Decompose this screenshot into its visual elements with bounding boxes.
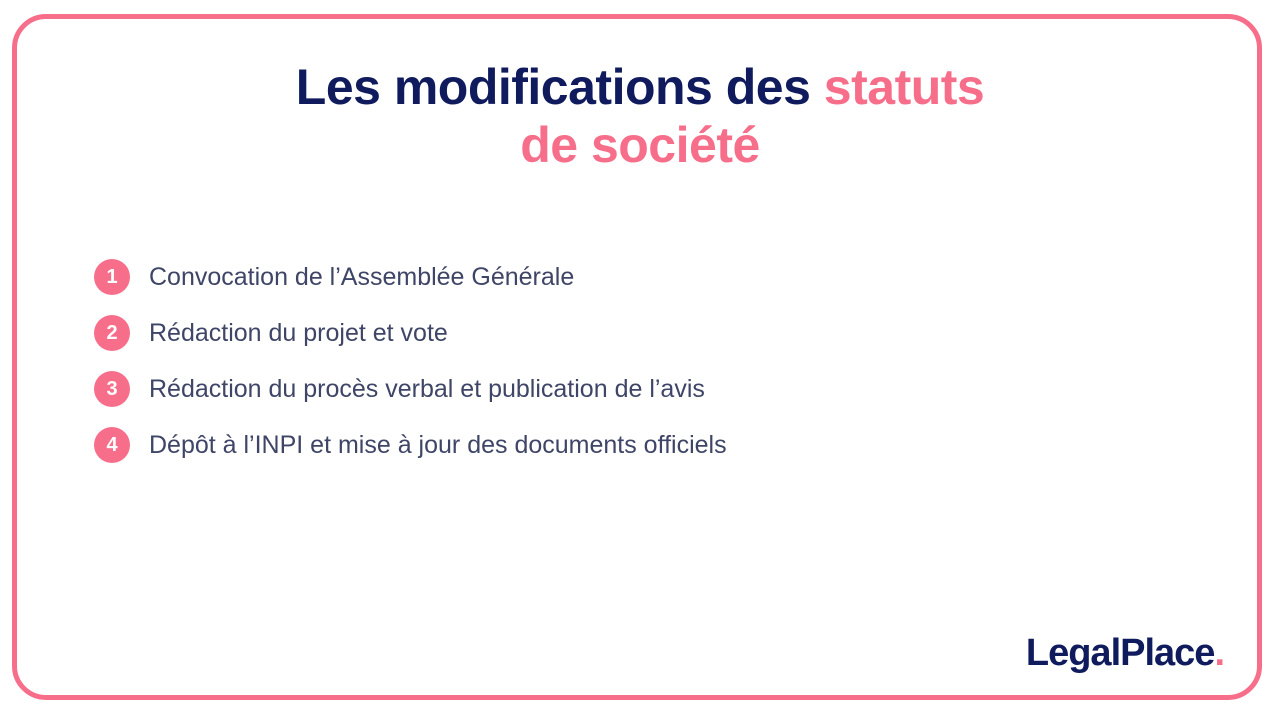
steps-list bbox=[94, 259, 727, 483]
step-item bbox=[94, 371, 727, 407]
logo-dot: . bbox=[1214, 632, 1224, 674]
step-item bbox=[94, 315, 727, 351]
step-number-badge: 4 bbox=[94, 427, 130, 463]
page-title bbox=[0, 58, 1280, 174]
step-item bbox=[94, 259, 727, 295]
step-number-badge: 1 bbox=[94, 259, 130, 295]
step-label: Dépôt à l’INPI et mise à jour des documents officiels bbox=[149, 430, 727, 459]
step-label: Convocation de l’Assemblée Générale bbox=[149, 262, 575, 291]
step-item bbox=[94, 427, 727, 463]
title-part-1: Les modifications des bbox=[295, 59, 824, 115]
step-number-badge: 2 bbox=[94, 315, 130, 351]
title-part-2: statuts bbox=[823, 59, 985, 115]
logo-text: LegalPlace bbox=[1025, 632, 1215, 674]
title-part-3: de société bbox=[520, 117, 760, 173]
step-label: Rédaction du procès verbal et publication de l’avis bbox=[149, 374, 705, 403]
brand-logo bbox=[1026, 632, 1224, 675]
step-label: Rédaction du projet et vote bbox=[149, 318, 448, 347]
step-number-badge: 3 bbox=[94, 371, 130, 407]
